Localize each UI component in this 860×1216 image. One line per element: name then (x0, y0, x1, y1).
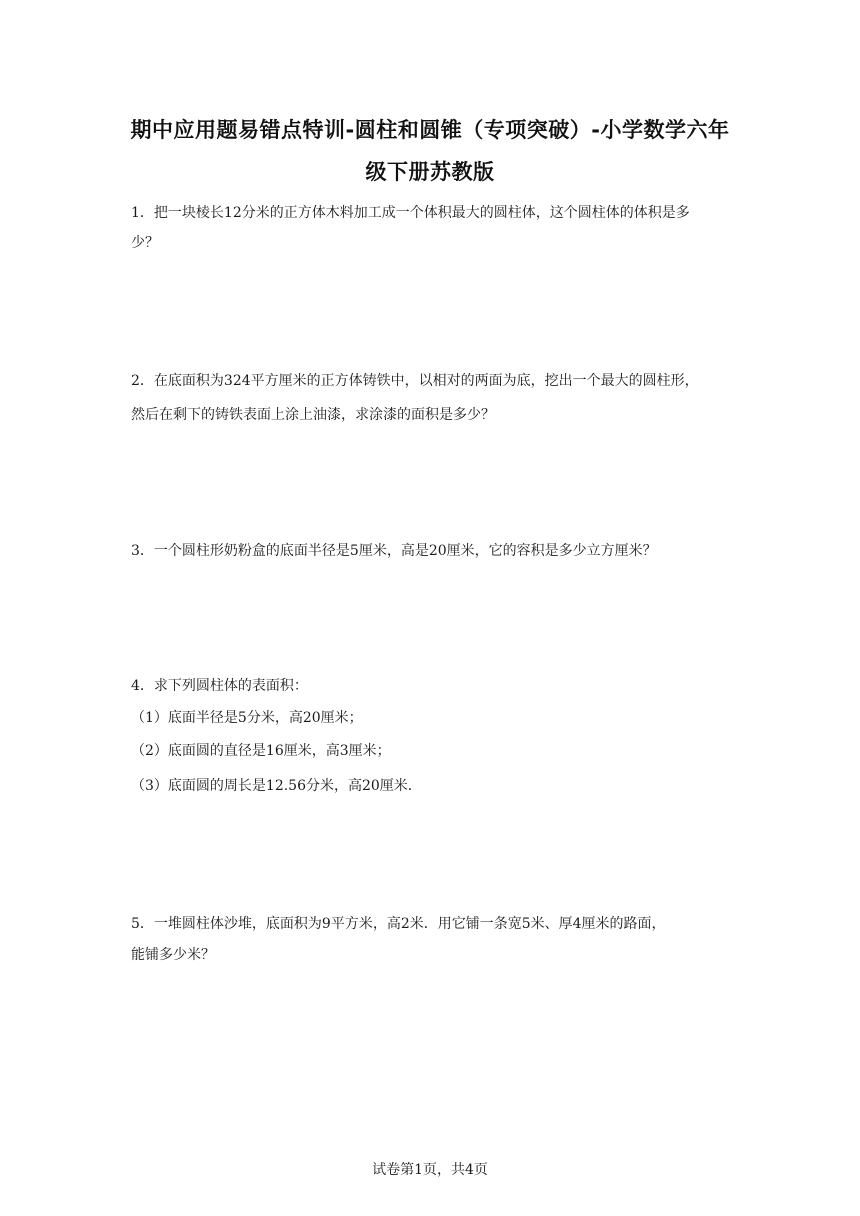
question-4-item-1: （1）底面半径是5分米，高20厘米； (131, 710, 363, 726)
question-2-line-2: 然后在剩下的铸铁表面上涂上油漆，求涂漆的面积是多少？ (131, 407, 495, 423)
question-4-item-2: （2）底面圆的直径是16厘米，高3厘米； (131, 743, 391, 759)
question-3-line-1: 3．一个圆柱形奶粉盒的底面半径是5厘米，高是20厘米，它的容积是多少立方厘米？ (131, 543, 657, 559)
question-4-line-1: 4．求下列圆柱体的表面积： (131, 678, 308, 694)
question-5-line-1: 5．一堆圆柱体沙堆，底面积为9平方米，高2米．用它铺一条宽5米、厚4厘米的路面， (131, 916, 666, 932)
page-footer: 试卷第1页，共4页 (372, 1162, 488, 1178)
question-1-line-2: 少？ (131, 235, 159, 251)
question-1-line-1: 1．把一块棱长12分米的正方体木料加工成一个体积最大的圆柱体，这个圆柱体的体积是多 (131, 205, 690, 221)
question-5-line-2: 能铺多少米？ (131, 947, 215, 963)
question-4-item-3: （3）底面圆的周长是12.56分米，高20厘米． (131, 778, 422, 794)
document-title-line-2: 级下册苏教版 (365, 160, 495, 184)
question-2-line-1: 2．在底面积为324平方厘米的正方体铸铁中，以相对的两面为底，挖出一个最大的圆柱形， (131, 373, 699, 389)
document-title-line-1: 期中应用题易错点特训-圆柱和圆锥（专项突破）-小学数学六年 (130, 118, 730, 142)
